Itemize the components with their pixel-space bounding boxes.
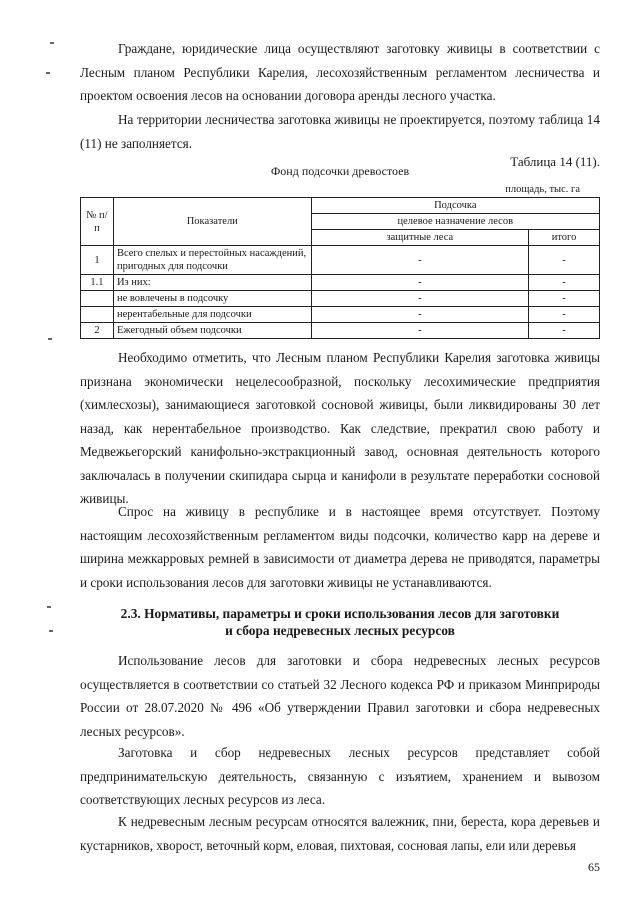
header-tapping: Подсочка bbox=[311, 198, 599, 214]
section-heading-line-1: 2.3. Нормативы, параметры и сроки использования лесов для заготовки bbox=[120, 606, 560, 621]
section-heading bbox=[80, 605, 600, 639]
table-row: нерентабельные для подсочки - - bbox=[81, 307, 600, 323]
table-caption-number: Таблица 14 (11). bbox=[510, 154, 600, 169]
paragraph-5: Использование лесов для заготовки и сбора недревесных лесных ресурсов осуществляется в соответствии со статьей 32 Лесного кодекса РФ и приказом Минприроды России от 28.07.2020 № 496 «Об утверждении Правил заготовки и сбора недревесных лесных ресурсов». bbox=[80, 653, 600, 739]
tapping-fund-table bbox=[80, 197, 600, 339]
table-units: площадь, тыс. га bbox=[505, 184, 580, 195]
paragraph-2: На территории лесничества заготовка живицы не проектируется, поэтому таблица 14 (11) не заполняется. bbox=[80, 112, 600, 151]
paragraph-1: Граждане, юридические лица осуществляют заготовку живицы в соответствии с Лесным планом Республики Карелия, лесохозяйственным регламентом лесничества и проектом освоения лесов на основании договора аренды лесного участка. bbox=[80, 41, 600, 103]
header-purpose: целевое назначение лесов bbox=[311, 214, 599, 230]
paragraph-4: Спрос на живицу в республике и в настоящее время отсутствует. Поэтому настоящим лесохозяйственным регламентом виды подсочки, количество карр на дереве и ширина межкарровых ремней в зависимости от диаметра дерева не приводятся, параметры и сроки использования лесов для заготовки живицы не устанавливаются. bbox=[80, 504, 600, 590]
scan-mark bbox=[46, 72, 50, 74]
paragraph-6: Заготовка и сбор недревесных лесных ресурсов представляет собой предпринимательскую деятельность, связанную с изъятием, хранением и вывозом соответствующих лесных ресурсов из леса. bbox=[80, 745, 600, 807]
table-row: не вовлечены в подсочку - - bbox=[81, 291, 600, 307]
scan-mark bbox=[49, 630, 53, 632]
page-number: 65 bbox=[588, 860, 600, 874]
table-title: Фонд подсочки древостоев bbox=[270, 164, 410, 178]
table-row: 1.1 Из них: - - bbox=[81, 275, 600, 291]
header-num: № п/п bbox=[81, 198, 114, 246]
scan-mark bbox=[48, 338, 52, 340]
header-indicators: Показатели bbox=[113, 198, 311, 246]
paragraph-7: К недревесным лесным ресурсам относятся валежник, пни, береста, кора деревьев и кустарников, хворост, веточный корм, еловая, пихтовая, сосновая лапы, ели или деревья bbox=[80, 814, 600, 853]
header-protective: защитные леса bbox=[311, 230, 529, 246]
table-row: 2 Ежегодный объем подсочки - - bbox=[81, 323, 600, 339]
header-total: итого bbox=[529, 230, 600, 246]
scan-mark bbox=[47, 606, 51, 608]
section-heading-line-2: и сбора недревесных лесных ресурсов bbox=[225, 623, 455, 638]
scan-mark bbox=[50, 42, 54, 44]
paragraph-3: Необходимо отметить, что Лесным планом Республики Карелия заготовка живицы признана экономически нецелесообразной, поскольку лесохимические предприятия (химлесхозы), занимающиеся заготовкой сосновой живицы, были ликвидированы 30 лет назад, как нерентабельное производство. Как следствие, прекратил свою работу и Медвежьегорский канифольно-экстракционный завод, основная деятельность которого заключалась в получении скипидара сырца и канифоли в результате переработки сосновой живицы. bbox=[80, 350, 600, 506]
table-row: 1 Всего спелых и перестойных насаждений, пригодных для подсочки - - bbox=[81, 246, 600, 275]
